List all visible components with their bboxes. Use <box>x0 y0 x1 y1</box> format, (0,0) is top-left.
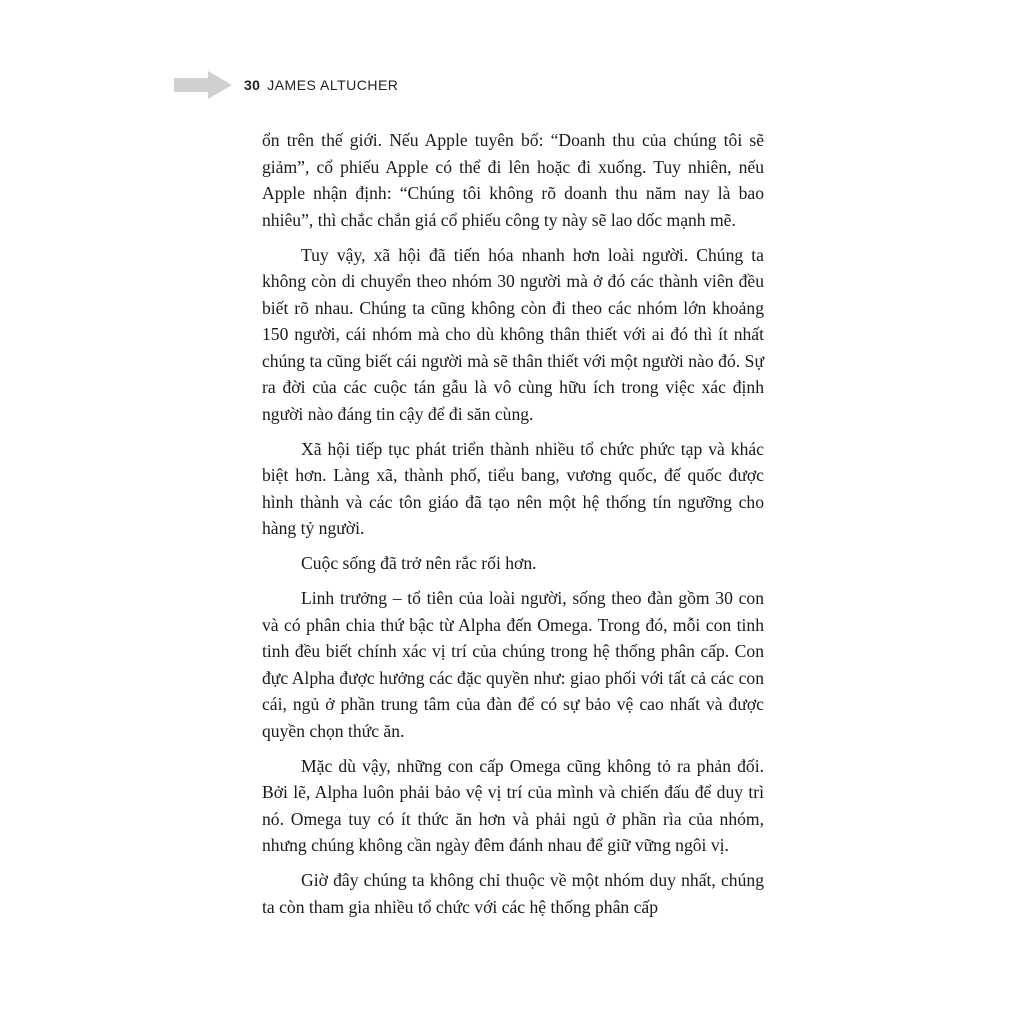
body-text <box>262 127 764 929</box>
paragraph: Xã hội tiếp tục phát triển thành nhiều tổ chức phức tạp và khác biệt hơn. Làng xã, thành phố, tiểu bang, vương quốc, đế quốc được hình thành và các tôn giáo đã tạo nên một hệ thống tín ngưỡng cho hàng tỷ người. <box>262 438 764 538</box>
paragraph: Giờ đây chúng ta không chỉ thuộc về một nhóm duy nhất, chúng ta còn tham gia nhiều tổ chức với các hệ thống phân cấp <box>262 870 764 917</box>
paragraph-continuation: ổn trên thế giới. Nếu Apple tuyên bố: “Doanh thu của chúng tôi sẽ giảm”, cổ phiếu Apple có thể đi lên hoặc đi xuống. Tuy nhiên, nếu Apple nhận định: “Chúng tôi không rõ doanh thu năm nay là bao nhiêu”, thì chắc chắn giá cổ phiếu công ty này sẽ lao dốc mạnh mẽ. <box>262 130 764 230</box>
page-header <box>174 71 398 99</box>
running-head-author: JAMES ALTUCHER <box>267 77 399 93</box>
paragraph: Tuy vậy, xã hội đã tiến hóa nhanh hơn loài người. Chúng ta không còn di chuyển theo nhóm 30 người mà ở đó các thành viên đều biết rõ nhau. Chúng ta cũng không còn đi theo các nhóm lớn khoảng 150 người, cái nhóm mà cho dù không thân thiết với ai đó thì ít nhất chúng ta cũng biết cái người mà sẽ thân thiết với một người nào đó. Sự ra đời của các cuộc tán gẫu là vô cùng hữu ích trong việc xác định người nào đáng tin cậy để đi săn cùng. <box>262 244 764 424</box>
page-number: 30 <box>244 77 261 93</box>
paragraph: Cuộc sống đã trở nên rắc rối hơn. <box>301 553 537 573</box>
paragraph: Linh trưởng – tổ tiên của loài người, sống theo đàn gồm 30 con và có phân chia thứ bậc từ Alpha đến Omega. Trong đó, mỗi con tinh tinh đều biết chính xác vị trí của chúng trong hệ thống phân cấp. Con đực Alpha được hưởng các đặc quyền như: giao phối với tất cả các con cái, ngủ ở phần trung tâm của đàn để có sự bảo vệ cao nhất và được quyền chọn thức ăn. <box>262 588 764 741</box>
paragraph: Mặc dù vậy, những con cấp Omega cũng không tỏ ra phản đối. Bởi lẽ, Alpha luôn phải bảo vệ vị trí của mình và chiến đấu để duy trì nó. Omega tuy có ít thức ăn hơn và phải ngủ ở phần rìa của nhóm, nhưng chúng không cần ngày đêm đánh nhau để giữ vững ngôi vị. <box>262 755 764 855</box>
right-arrow-icon <box>174 71 232 99</box>
